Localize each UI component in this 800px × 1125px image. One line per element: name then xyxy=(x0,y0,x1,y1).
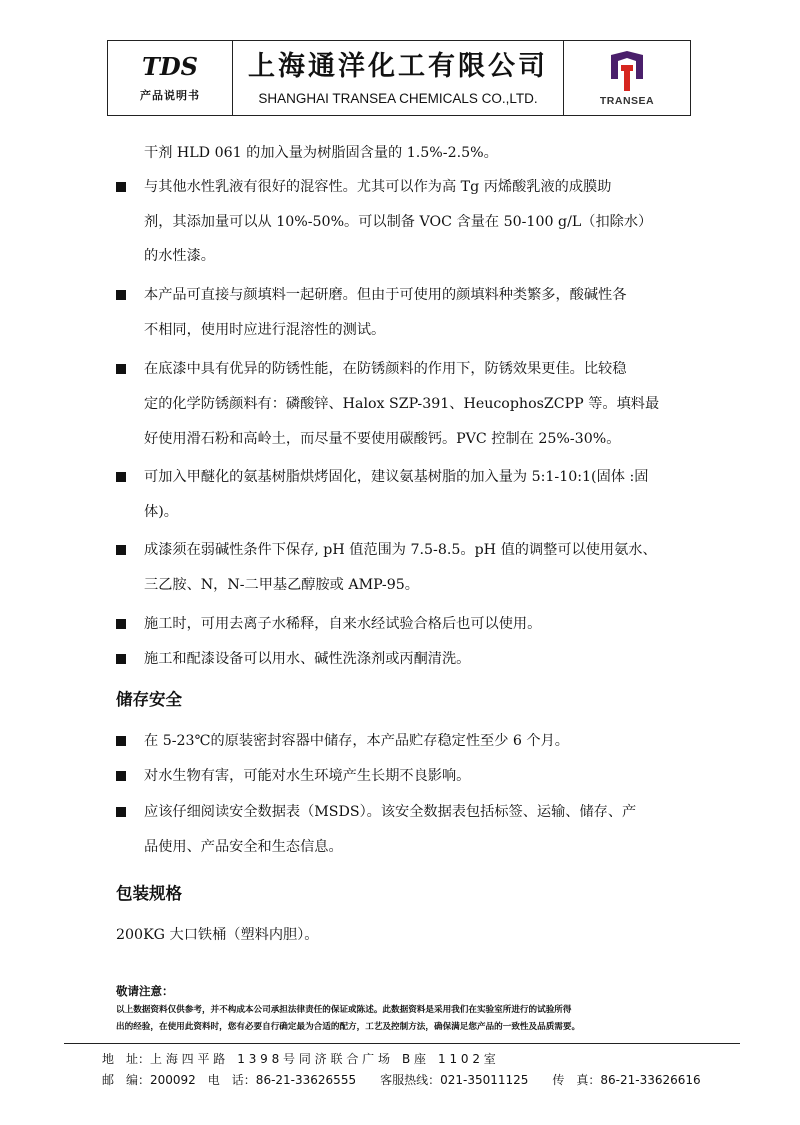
paragraph-continuation: 干剂 HLD 061 的加入量为树脂固含量的 1.5%-2.5%。 xyxy=(144,145,498,161)
bullet-4-line-1: 可加入甲醚化的氨基树脂烘烤固化，建议氨基树脂的加入量为 5:1-10:1(固体 :固 xyxy=(144,469,649,485)
bullet-square xyxy=(116,472,126,482)
bullet-1-line-2: 剂，其添加量可以从 10%-50%。可以制备 VOC 含量在 50-100 g/L（扣除水） xyxy=(144,214,653,230)
tds-box xyxy=(108,41,233,115)
bullet-5-line-2: 三乙胺、N，N-二甲基乙醇胺或 AMP-95。 xyxy=(144,577,419,593)
bullet-square xyxy=(116,290,126,300)
bullet-1-line-3: 的水性漆。 xyxy=(144,248,215,264)
bullet-5-line-1: 成漆须在弱碱性条件下保存, pH 值范围为 7.5-8.5。pH 值的调整可以使用氨水、 xyxy=(144,542,657,558)
packaging-text: 200KG 大口铁桶（塑料内胆）。 xyxy=(116,927,319,943)
bullet-square xyxy=(116,619,126,629)
section-heading-storage: 储存安全 xyxy=(116,690,182,709)
notice-title: 敬请注意： xyxy=(116,984,174,998)
notice-line-1: 以上数据资料仅供参考，并不构成本公司承担法律责任的保证或陈述。此数据资料是采用我们在实验室所进行的试验所得 xyxy=(116,1005,572,1015)
bullet-3-line-2: 定的化学防锈颜料有：磷酸锌、Halox SZP-391、HeucophosZCPP 等。填料最 xyxy=(144,396,660,412)
storage-bullet-3-line-1: 应该仔细阅读安全数据表（MSDS）。该安全数据表包括标签、运输、储存、产 xyxy=(144,804,637,820)
bullet-6-line-1: 施工时，可用去离子水稀释，自来水经试验合格后也可以使用。 xyxy=(144,616,542,632)
bullet-square xyxy=(116,807,126,817)
footer-divider xyxy=(64,1043,740,1044)
tds-subtitle: 产品说明书 xyxy=(140,89,200,102)
company-name-box xyxy=(233,41,564,115)
logo-box xyxy=(564,41,690,115)
storage-bullet-1: 在 5-23℃的原装密封容器中储存，本产品贮存稳定性至少 6 个月。 xyxy=(144,733,569,749)
bullet-square xyxy=(116,736,126,746)
footer-contact: 邮 编：200092 电 话：86-21-33626555 客服热线：021-35011125 传 真：86-21-33626616 xyxy=(102,1073,701,1087)
notice-text xyxy=(116,1002,696,1036)
company-name-cn: 上海通洋化工有限公司 xyxy=(248,50,548,82)
section-heading-packaging: 包装规格 xyxy=(116,884,182,903)
storage-bullet-3-line-2: 品使用、产品安全和生态信息。 xyxy=(144,839,343,855)
bullet-square xyxy=(116,545,126,555)
bullet-1-line-1: 与其他水性乳液有很好的混容性。尤其可以作为高 Tg 丙烯酸乳液的成膜助 xyxy=(144,179,612,195)
bullet-square xyxy=(116,654,126,664)
bullet-square xyxy=(116,364,126,374)
bullet-7-line-1: 施工和配漆设备可以用水、碱性洗涤剂或丙酮清洗。 xyxy=(144,651,471,667)
tds-label: TDS xyxy=(141,52,198,81)
bullet-2-line-1: 本产品可直接与颜填料一起研磨。但由于可使用的颜填料种类繁多，酸碱性各 xyxy=(144,287,627,303)
footer-address: 地 址：上 海 四 平 路 1 3 9 8 号 同 济 联 合 广 场 B 座 1 1 0 2 室 xyxy=(102,1052,496,1066)
transea-logo-icon xyxy=(603,49,651,93)
bullet-3-line-3: 好使用滑石粉和高岭土，而尽量不要使用碳酸钙。PVC 控制在 25%-30%。 xyxy=(144,431,621,447)
bullet-4-line-2: 体)。 xyxy=(144,504,178,520)
bullet-2-line-2: 不相同，使用时应进行混溶性的测试。 xyxy=(144,322,386,338)
company-name-en: SHANGHAI TRANSEA CHEMICALS CO.,LTD. xyxy=(258,90,538,106)
bullet-3-line-1: 在底漆中具有优异的防锈性能，在防锈颜料的作用下，防锈效果更佳。比较稳 xyxy=(144,361,627,377)
document-header xyxy=(107,40,691,116)
logo-text: TRANSEA xyxy=(599,95,655,107)
storage-bullet-2: 对水生物有害，可能对水生环境产生长期不良影响。 xyxy=(144,768,471,784)
bullet-square xyxy=(116,771,126,781)
notice-line-2: 出的经验，在使用此资料时，您有必要自行确定最为合适的配方，工艺及控制方法，确保满足您产品的一致性及品质需要。 xyxy=(116,1022,581,1032)
bullet-square xyxy=(116,182,126,192)
